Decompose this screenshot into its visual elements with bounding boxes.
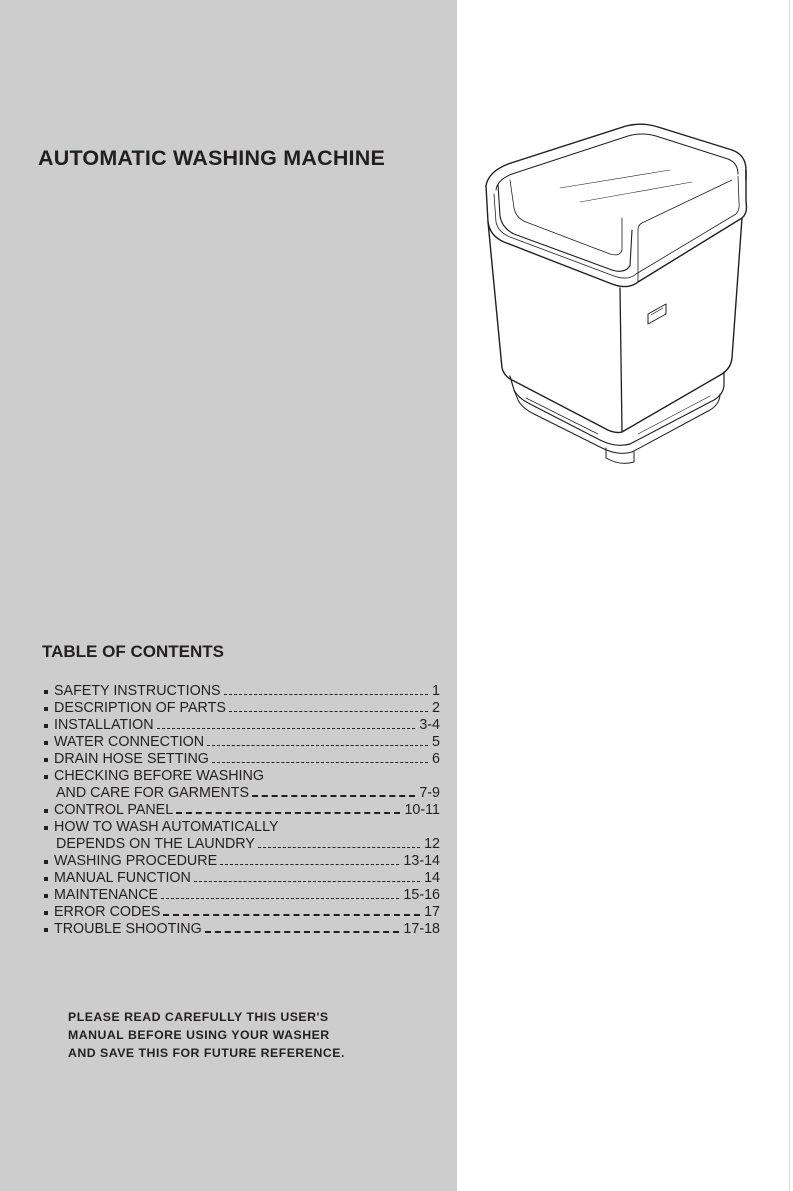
toc-page-number: 17 <box>424 904 440 920</box>
toc-page-number: 1 <box>432 683 440 699</box>
dotted-leader <box>224 694 428 695</box>
toc-item-label: DESCRIPTION OF PARTS <box>54 700 226 716</box>
toc-item-label: MAINTENANCE <box>54 887 159 903</box>
bullet-icon <box>44 894 48 898</box>
toc-item-label: WATER CONNECTION <box>54 734 205 750</box>
bullet-icon <box>44 911 48 915</box>
toc-page-number: 3-4 <box>419 717 440 733</box>
toc-item-care-for-garments <box>44 785 440 802</box>
toc-item-label: CHECKING BEFORE WASHING <box>54 768 264 784</box>
toc-item-manual-function <box>44 870 440 887</box>
toc-item-label: CONTROL PANEL <box>54 802 174 818</box>
dotted-leader <box>229 711 428 712</box>
notice-line: AND SAVE THIS FOR FUTURE REFERENCE. <box>68 1046 345 1060</box>
toc-item-depends-on-laundry <box>44 836 440 853</box>
table-of-contents <box>44 683 440 938</box>
toc-item-washing-procedure <box>44 853 440 870</box>
toc-item-label: HOW TO WASH AUTOMATICALLY <box>54 819 279 835</box>
toc-item-label: DRAIN HOSE SETTING <box>54 751 209 767</box>
toc-item-label: MANUAL FUNCTION <box>54 870 191 886</box>
bullet-icon <box>44 826 48 830</box>
toc-item-label: AND CARE FOR GARMENTS <box>56 785 250 801</box>
dotted-leader <box>176 812 400 814</box>
toc-page-number: 5 <box>432 734 440 750</box>
toc-page-number: 17-18 <box>403 921 440 937</box>
dotted-leader <box>207 745 428 746</box>
toc-item-drain-hose-setting <box>44 751 440 768</box>
toc-item-how-to-wash-automatically <box>44 819 440 836</box>
dotted-leader <box>258 847 420 848</box>
dotted-leader <box>157 728 416 729</box>
toc-page-number: 10-11 <box>404 802 440 818</box>
dotted-leader <box>205 931 400 933</box>
washing-machine-illustration <box>470 118 770 468</box>
bullet-icon <box>44 758 48 762</box>
toc-item-description-of-parts <box>44 700 440 717</box>
toc-item-label: INSTALLATION <box>54 717 154 733</box>
bullet-icon <box>44 741 48 745</box>
toc-item-label: WASHING PROCEDURE <box>54 853 218 869</box>
toc-page-number: 2 <box>432 700 440 716</box>
dotted-leader <box>161 898 399 899</box>
bullet-icon <box>44 928 48 932</box>
toc-item-label: TROUBLE SHOOTING <box>54 921 202 937</box>
dotted-leader <box>252 795 415 797</box>
toc-item-safety-instructions <box>44 683 440 700</box>
toc-item-installation <box>44 717 440 734</box>
toc-item-checking-before-washing <box>44 768 440 785</box>
toc-item-trouble-shooting <box>44 921 440 938</box>
toc-item-label: ERROR CODES <box>54 904 161 920</box>
bullet-icon <box>44 877 48 881</box>
bullet-icon <box>44 724 48 728</box>
bullet-icon <box>44 775 48 779</box>
toc-page-number: 12 <box>424 836 440 852</box>
notice-line: PLEASE READ CAREFULLY THIS USER'S <box>68 1010 329 1024</box>
toc-page-number: 15-16 <box>403 887 440 903</box>
page-edge-line <box>789 0 790 1191</box>
document-title: AUTOMATIC WASHING MACHINE <box>38 146 385 170</box>
dotted-leader <box>163 914 420 916</box>
toc-item-maintenance <box>44 887 440 904</box>
dotted-leader <box>220 864 399 865</box>
toc-item-label: SAFETY INSTRUCTIONS <box>54 683 221 699</box>
dotted-leader <box>212 762 428 763</box>
toc-page-number: 14 <box>424 870 440 886</box>
read-manual-notice <box>68 1008 345 1062</box>
toc-heading: TABLE OF CONTENTS <box>42 642 224 661</box>
toc-page-number: 6 <box>432 751 440 767</box>
toc-item-error-codes <box>44 904 440 921</box>
bullet-icon <box>44 860 48 864</box>
toc-item-control-panel <box>44 802 440 819</box>
notice-line: MANUAL BEFORE USING YOUR WASHER <box>68 1028 330 1042</box>
bullet-icon <box>44 707 48 711</box>
bullet-icon <box>44 690 48 694</box>
toc-page-number: 13-14 <box>403 853 440 869</box>
toc-page-number: 7-9 <box>419 785 440 801</box>
toc-item-label: DEPENDS ON THE LAUNDRY <box>56 836 255 852</box>
bullet-icon <box>44 809 48 813</box>
dotted-leader <box>194 881 420 882</box>
toc-item-water-connection <box>44 734 440 751</box>
